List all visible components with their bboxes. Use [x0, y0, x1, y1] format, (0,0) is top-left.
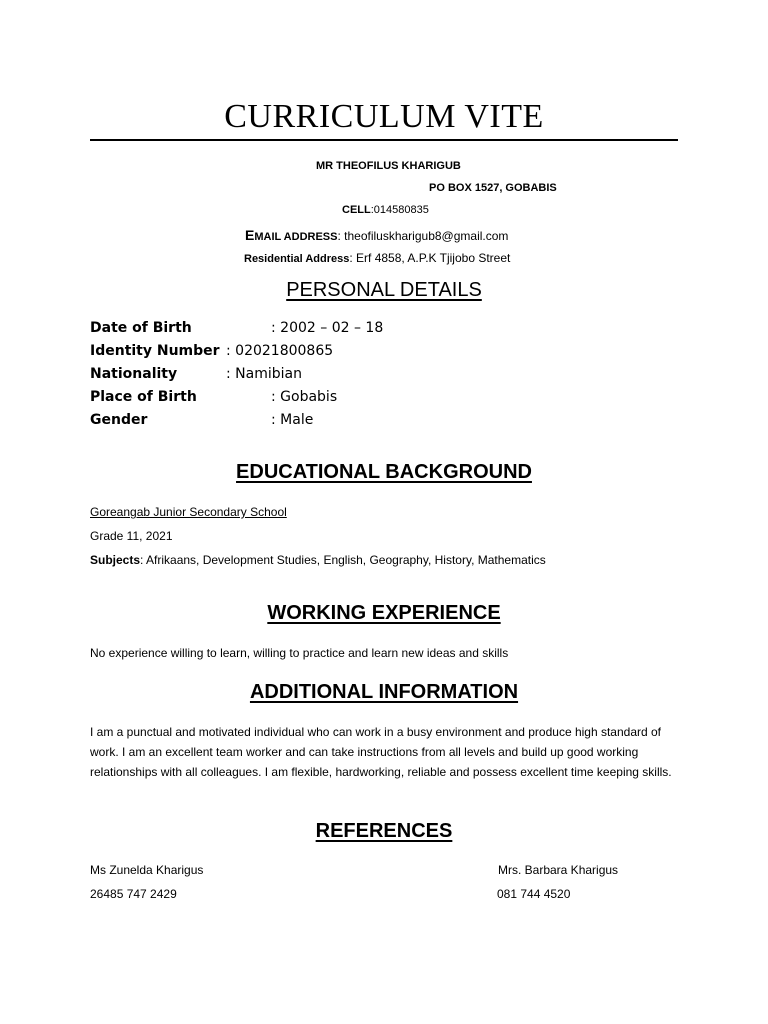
po-box: PO BOX 1527, GOBABIS [429, 182, 557, 194]
references-heading: REFERENCES [315, 820, 453, 842]
title-divider [90, 139, 678, 141]
reference-1-phone: 26485 747 2429 [90, 887, 177, 901]
nationality-value: : Namibian [226, 366, 302, 382]
nationality-label: Nationality [90, 366, 178, 382]
reference-1-name: Ms Zunelda Kharigus [90, 863, 204, 877]
cell-label: CELL [342, 204, 371, 216]
reference-2-phone: 081 744 4520 [497, 887, 571, 901]
residential-label: Residential Address [244, 253, 350, 265]
email-label: MAIL ADDRESS [254, 231, 338, 243]
subjects-value: : Afrikaans, Development Studies, English, Geography, History, Mathematics [140, 553, 546, 567]
experience-text: No experience willing to learn, willing to practice and learn new ideas and skills [90, 646, 509, 660]
place-of-birth-label: Place of Birth [90, 389, 197, 405]
residential-line [244, 251, 510, 265]
cell-line [342, 204, 429, 216]
experience-heading: WORKING EXPERIENCE [267, 602, 501, 624]
email-value: : theofiluskharigub8@gmail.com [337, 229, 509, 243]
additional-info-text: I am a punctual and motivated individual who can work in a busy environment and produce high standard of work. I am an excellent team worker and can take instructions from all levels and build up good working relationships with all colleagues. I am flexible, hardworking, reliable and possess excellent time keeping skills. [90, 725, 672, 779]
subjects-line [90, 553, 546, 567]
residential-value: : Erf 4858, A.P.K Tjijobo Street [349, 251, 511, 265]
email-line [245, 227, 508, 243]
place-of-birth-value: : Gobabis [271, 389, 338, 405]
identity-number-value: : 02021800865 [226, 343, 334, 359]
identity-number-label: Identity Number [90, 343, 220, 359]
applicant-name: MR THEOFILUS KHARIGUB [316, 160, 461, 172]
email-label-initial: E [245, 227, 255, 243]
gender-label: Gender [90, 412, 148, 428]
gender-value: : Male [271, 412, 314, 428]
cell-value: :014580835 [370, 204, 429, 216]
school-name: Goreangab Junior Secondary School [90, 505, 287, 519]
dob-value: : 2002 – 02 – 18 [271, 320, 384, 336]
reference-2-name: Mrs. Barbara Kharigus [498, 863, 619, 877]
grade-year: Grade 11, 2021 [90, 529, 173, 543]
personal-details-heading: PERSONAL DETAILS [286, 279, 482, 301]
document-title: CURRICULUM VITE [224, 98, 544, 135]
dob-label: Date of Birth [90, 320, 192, 336]
additional-info-heading: ADDITIONAL INFORMATION [249, 681, 519, 703]
subjects-label: Subjects [90, 553, 141, 567]
education-heading: EDUCATIONAL BACKGROUND [236, 461, 532, 483]
